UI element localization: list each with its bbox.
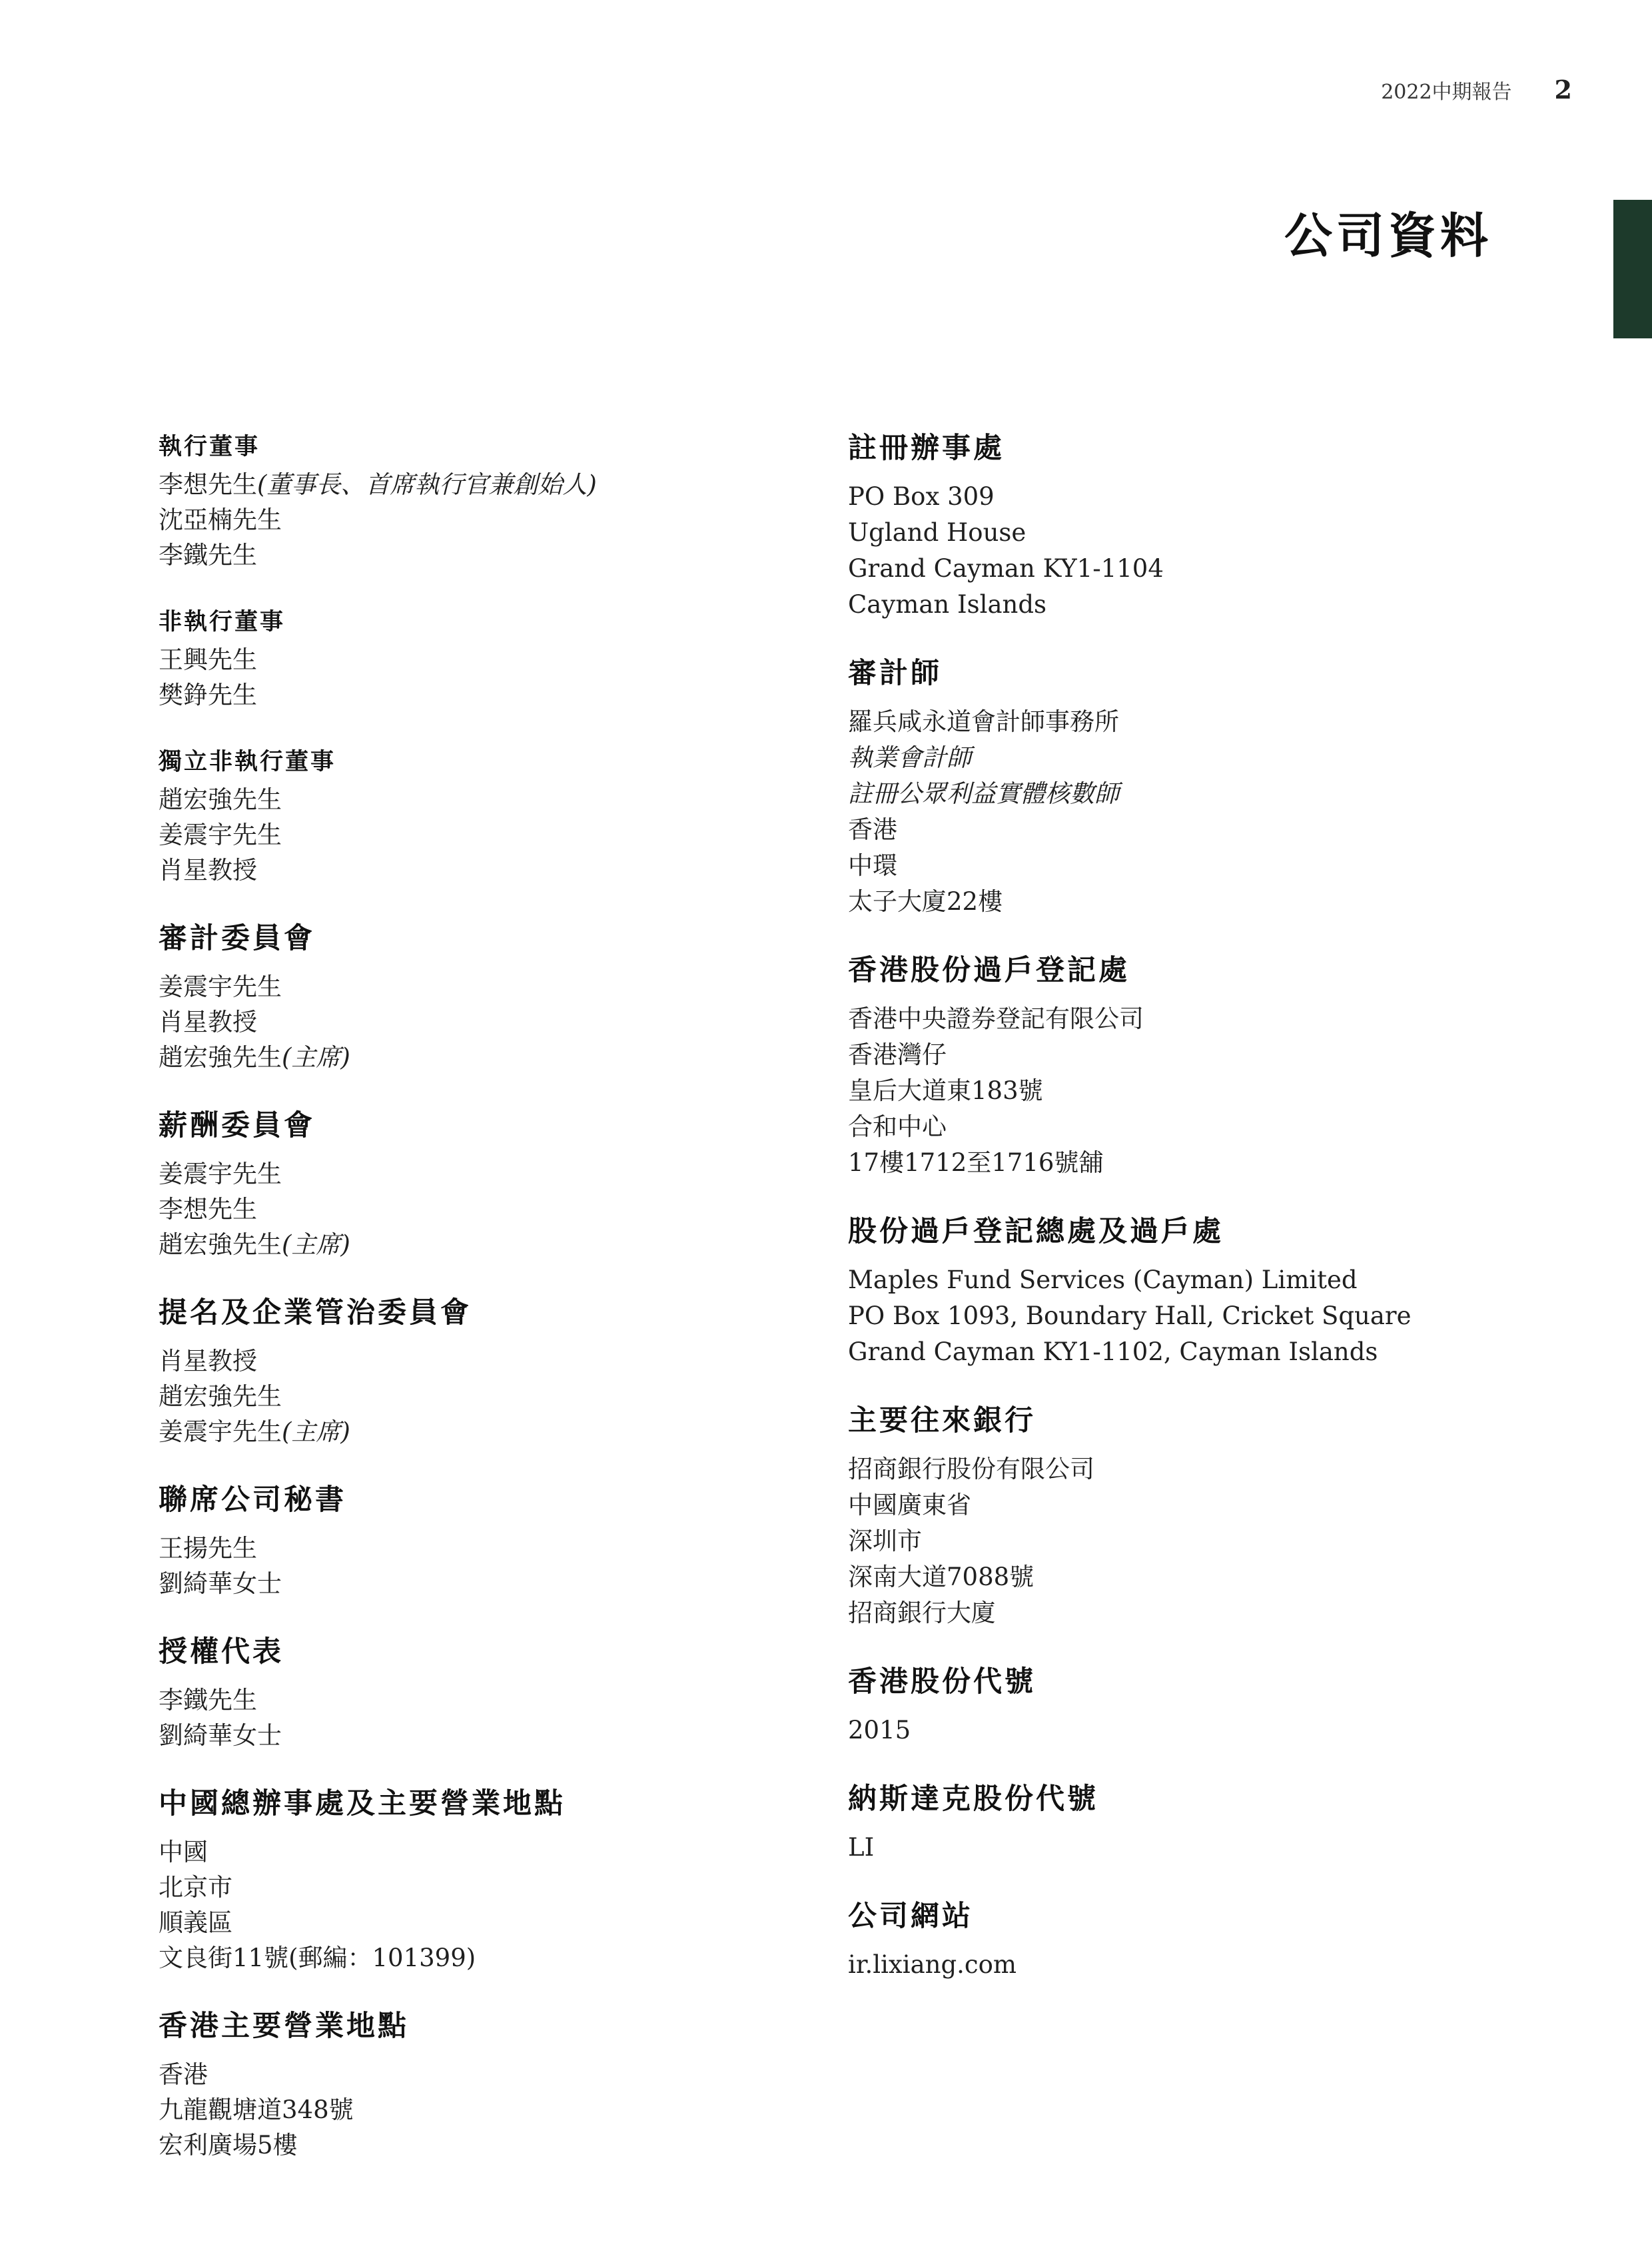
address-line: 皇后大道東183號 xyxy=(848,1076,1043,1105)
section-tab-marker xyxy=(1613,200,1652,338)
website-url: ir.lixiang.com xyxy=(848,1950,1017,1979)
right-column xyxy=(848,428,1581,2014)
director-chair xyxy=(159,467,825,502)
stock-code: 2015 xyxy=(848,1716,911,1744)
section-heading: 審計師 xyxy=(848,657,942,690)
website-section xyxy=(848,1896,1581,1983)
member-name: 李鐵先生 xyxy=(159,1686,257,1714)
section-heading: 股份過戶登記總處及過戶處 xyxy=(848,1215,1224,1248)
section-heading: 中國總辦事處及主要營業地點 xyxy=(159,1787,566,1820)
nasdaq-stock-code-section xyxy=(848,1779,1581,1866)
page-header xyxy=(1381,75,1572,105)
address-line: PO Box 1093, Boundary Hall, Cricket Square xyxy=(848,1302,1412,1330)
address-line: 宏利廣場5樓 xyxy=(159,2131,298,2159)
section-heading: 聯席公司秘書 xyxy=(159,1483,346,1517)
hk-stock-code-section xyxy=(848,1662,1581,1748)
section-heading: 執行董事 xyxy=(159,433,260,460)
member-chair xyxy=(159,1040,825,1075)
address-line: 九龍觀塘道348號 xyxy=(159,2095,354,2124)
director-name: 趙宏強先生 xyxy=(159,785,282,814)
authorized-representatives-section xyxy=(159,1632,825,1753)
role: (主席) xyxy=(282,1417,350,1446)
hk-office-section xyxy=(159,2006,825,2163)
name: 姜震宇先生 xyxy=(159,1417,282,1446)
address-line: Maples Fund Services (Cayman) Limited xyxy=(848,1266,1358,1294)
nomination-committee-section xyxy=(159,1293,825,1449)
china-office-section xyxy=(159,1784,825,1976)
address-line: Cayman Islands xyxy=(848,590,1047,619)
member-chair xyxy=(159,1414,825,1449)
auditor-qualification: 註冊公眾利益實體核數師 xyxy=(848,779,1119,808)
report-label: 2022中期報告 xyxy=(1381,81,1512,104)
audit-committee-section xyxy=(159,919,825,1075)
address-line: PO Box 309 xyxy=(848,482,995,511)
member-name: 趙宏強先生 xyxy=(159,1382,282,1411)
member-name: 劉綺華女士 xyxy=(159,1569,282,1598)
name: 李想先生 xyxy=(159,470,257,499)
address-line: 香港中央證券登記有限公司 xyxy=(848,1004,1144,1033)
section-heading: 主要往來銀行 xyxy=(848,1404,1036,1437)
address-line: 中國廣東省 xyxy=(848,1491,971,1519)
address-line: 香港 xyxy=(159,2060,208,2089)
address-line: 文良街11號(郵編：101399) xyxy=(159,1944,476,1972)
section-heading: 獨立非執行董事 xyxy=(159,748,336,775)
auditor-name: 羅兵咸永道會計師事務所 xyxy=(848,707,1119,736)
director-name: 王興先生 xyxy=(159,645,257,674)
address-line: 深南大道7088號 xyxy=(848,1563,1034,1591)
director-name: 姜震宇先生 xyxy=(159,821,282,849)
principal-bank-section xyxy=(848,1401,1581,1631)
director-name: 李鐵先生 xyxy=(159,541,257,569)
director-name: 樊錚先生 xyxy=(159,681,257,709)
page-number: 2 xyxy=(1554,75,1572,105)
address-line: 香港 xyxy=(848,815,897,844)
address-line: Grand Cayman KY1-1104 xyxy=(848,554,1164,583)
member-name: 姜震宇先生 xyxy=(159,1160,282,1188)
address-line: 招商銀行股份有限公司 xyxy=(848,1455,1094,1483)
member-name: 王揚先生 xyxy=(159,1534,257,1563)
left-column xyxy=(159,428,825,2193)
member-name: 肖星教授 xyxy=(159,1008,257,1036)
section-heading: 公司網站 xyxy=(848,1900,973,1933)
section-heading: 薪酬委員會 xyxy=(159,1109,315,1142)
address-line: 合和中心 xyxy=(848,1112,947,1141)
page-title: 公司資料 xyxy=(1284,207,1492,264)
independent-directors-section xyxy=(159,743,825,888)
director-name: 肖星教授 xyxy=(159,856,257,885)
name: 趙宏強先生 xyxy=(159,1043,282,1072)
address-line: 中環 xyxy=(848,851,897,880)
name: 趙宏強先生 xyxy=(159,1230,282,1259)
member-name: 劉綺華女士 xyxy=(159,1721,282,1750)
section-heading: 納斯達克股份代號 xyxy=(848,1782,1098,1816)
section-heading: 註冊辦事處 xyxy=(848,432,1005,465)
section-heading: 授權代表 xyxy=(159,1635,284,1669)
address-line: 北京市 xyxy=(159,1873,232,1902)
auditor-section xyxy=(848,653,1581,920)
address-line: 中國 xyxy=(159,1838,208,1866)
address-line: 深圳市 xyxy=(848,1527,922,1555)
section-heading: 審計委員會 xyxy=(159,922,315,955)
address-line: 17樓1712至1716號舖 xyxy=(848,1148,1104,1177)
stock-code: LI xyxy=(848,1833,875,1862)
member-chair xyxy=(159,1227,825,1262)
auditor-qualification: 執業會計師 xyxy=(848,743,971,772)
address-line: 順義區 xyxy=(159,1908,232,1937)
hk-share-registrar-section xyxy=(848,950,1581,1181)
address-line: Ugland House xyxy=(848,518,1027,547)
member-name: 李想先生 xyxy=(159,1195,257,1224)
non-executive-directors-section xyxy=(159,603,825,713)
director-name: 沈亞楠先生 xyxy=(159,506,282,534)
remuneration-committee-section xyxy=(159,1106,825,1262)
role: (董事長、首席執行官兼創始人) xyxy=(257,470,597,499)
address-line: 招商銀行大廈 xyxy=(848,1599,996,1627)
address-line: Grand Cayman KY1-1102, Cayman Islands xyxy=(848,1337,1378,1366)
company-secretaries-section xyxy=(159,1480,825,1601)
section-heading: 香港股份過戶登記處 xyxy=(848,954,1130,987)
address-line: 太子大廈22樓 xyxy=(848,887,1003,916)
section-heading: 香港股份代號 xyxy=(848,1665,1036,1698)
member-name: 肖星教授 xyxy=(159,1347,257,1375)
address-line: 香港灣仔 xyxy=(848,1040,947,1069)
principal-share-registrar-section xyxy=(848,1212,1581,1370)
member-name: 姜震宇先生 xyxy=(159,972,282,1001)
role: (主席) xyxy=(282,1043,350,1072)
role: (主席) xyxy=(282,1230,350,1259)
executive-directors-section xyxy=(159,428,825,573)
registered-office-section xyxy=(848,428,1581,623)
section-heading: 香港主要營業地點 xyxy=(159,2010,409,2043)
section-heading: 提名及企業管治委員會 xyxy=(159,1296,472,1329)
section-heading: 非執行董事 xyxy=(159,608,286,635)
